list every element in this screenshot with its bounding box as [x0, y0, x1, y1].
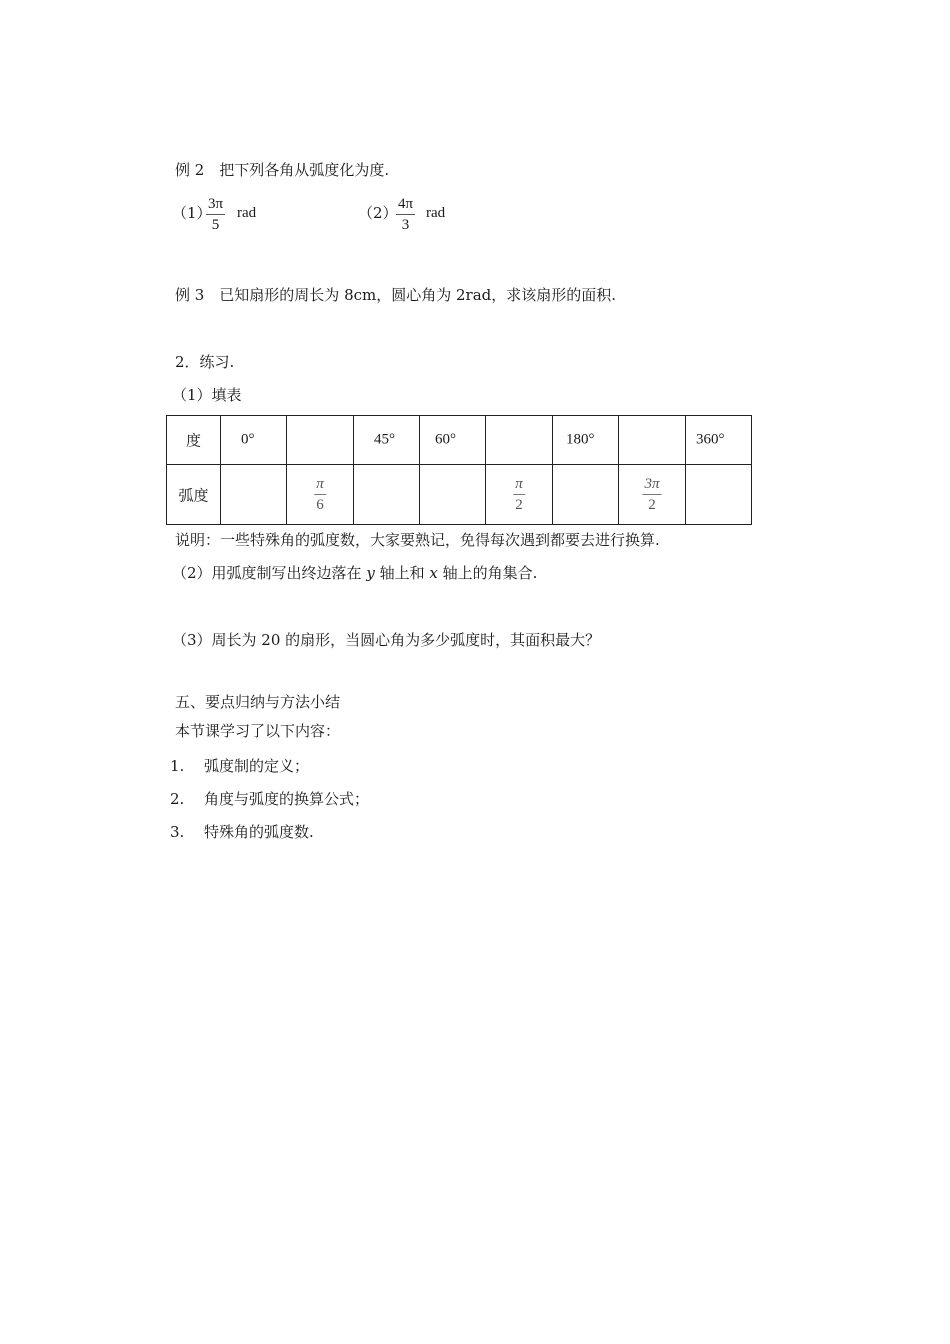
unit-rad: rad	[426, 205, 446, 221]
list-number: 2.	[170, 790, 185, 808]
table-cell	[553, 465, 619, 525]
unit-rad: rad	[237, 205, 257, 221]
list-number: 3.	[170, 823, 185, 841]
table-header-cell	[167, 465, 221, 525]
example-2-item-2-label: （2）	[358, 204, 398, 222]
example-2-title: 例 2 把下列各角从弧度化为度.	[175, 161, 390, 179]
fraction-denominator: 3	[401, 217, 410, 233]
fraction-denominator: 5	[211, 217, 220, 233]
table-cell: 360°	[686, 416, 752, 465]
table-cell	[619, 465, 686, 525]
variable-x: x	[429, 564, 438, 582]
table-cell	[420, 465, 486, 525]
example-3-text: 例 3 已知扇形的周长为 8cm，圆心角为 2rad，求该扇形的面积.	[175, 286, 617, 304]
practice-q2: （2）用弧度制写出终边落在 y 轴上和 x 轴上的角集合.	[172, 564, 538, 582]
table-cell	[486, 416, 553, 465]
table-cell	[287, 416, 354, 465]
fraction-3pi-over-5	[206, 196, 225, 234]
conversion-table	[166, 415, 752, 525]
summary-intro: 本节课学习了以下内容：	[175, 722, 341, 740]
table-cell: 0°	[221, 416, 287, 465]
table-cell	[619, 416, 686, 465]
summary-heading: 五、要点归纳与方法小结	[175, 693, 341, 711]
list-text: 特殊角的弧度数.	[204, 823, 314, 841]
row-header-radian: 弧度	[178, 486, 209, 504]
list-text: 角度与弧度的换算公式；	[204, 790, 370, 808]
practice-q3: （3）周长为 20 的扇形，当圆心角为多少弧度时，其面积最大？	[172, 631, 601, 649]
list-text: 弧度制的定义；	[204, 757, 310, 775]
table-cell: 45°	[354, 416, 420, 465]
table-cell: 60°	[420, 416, 486, 465]
table-cell	[686, 465, 752, 525]
fraction-3pi-over-2: $\frac{3\pi}{2}$	[644, 475, 660, 513]
table-cell	[221, 465, 287, 525]
practice-q1-label: （1）填表	[172, 386, 242, 404]
table-cell	[287, 465, 354, 525]
row-header-degree: 度	[185, 431, 201, 450]
table-cell	[354, 465, 420, 525]
table-cell	[486, 465, 553, 525]
fraction-4pi-over-3	[396, 196, 415, 234]
summary-item-3	[170, 822, 314, 842]
practice-heading: 2．练习.	[175, 353, 235, 371]
fraction-pi-over-6: $\frac{\pi}{6}$	[316, 475, 324, 513]
fraction-numerator: 3π	[206, 196, 225, 215]
table-row-radians	[167, 465, 752, 525]
summary-item-2	[170, 789, 369, 809]
summary-item-1	[170, 756, 309, 776]
variable-y: y	[366, 564, 375, 582]
fraction-pi-over-2: $\frac{\pi}{2}$	[515, 475, 523, 513]
example-2-item-1-label: （1）	[172, 204, 212, 222]
table-row-degrees	[167, 416, 752, 465]
table-cell: 180°	[553, 416, 619, 465]
table-header-cell	[167, 416, 221, 465]
fraction-numerator: 4π	[396, 196, 415, 215]
table-note: 说明：一些特殊角的弧度数，大家要熟记，免得每次遇到都要去进行换算.	[175, 531, 660, 549]
list-number: 1.	[170, 757, 185, 775]
